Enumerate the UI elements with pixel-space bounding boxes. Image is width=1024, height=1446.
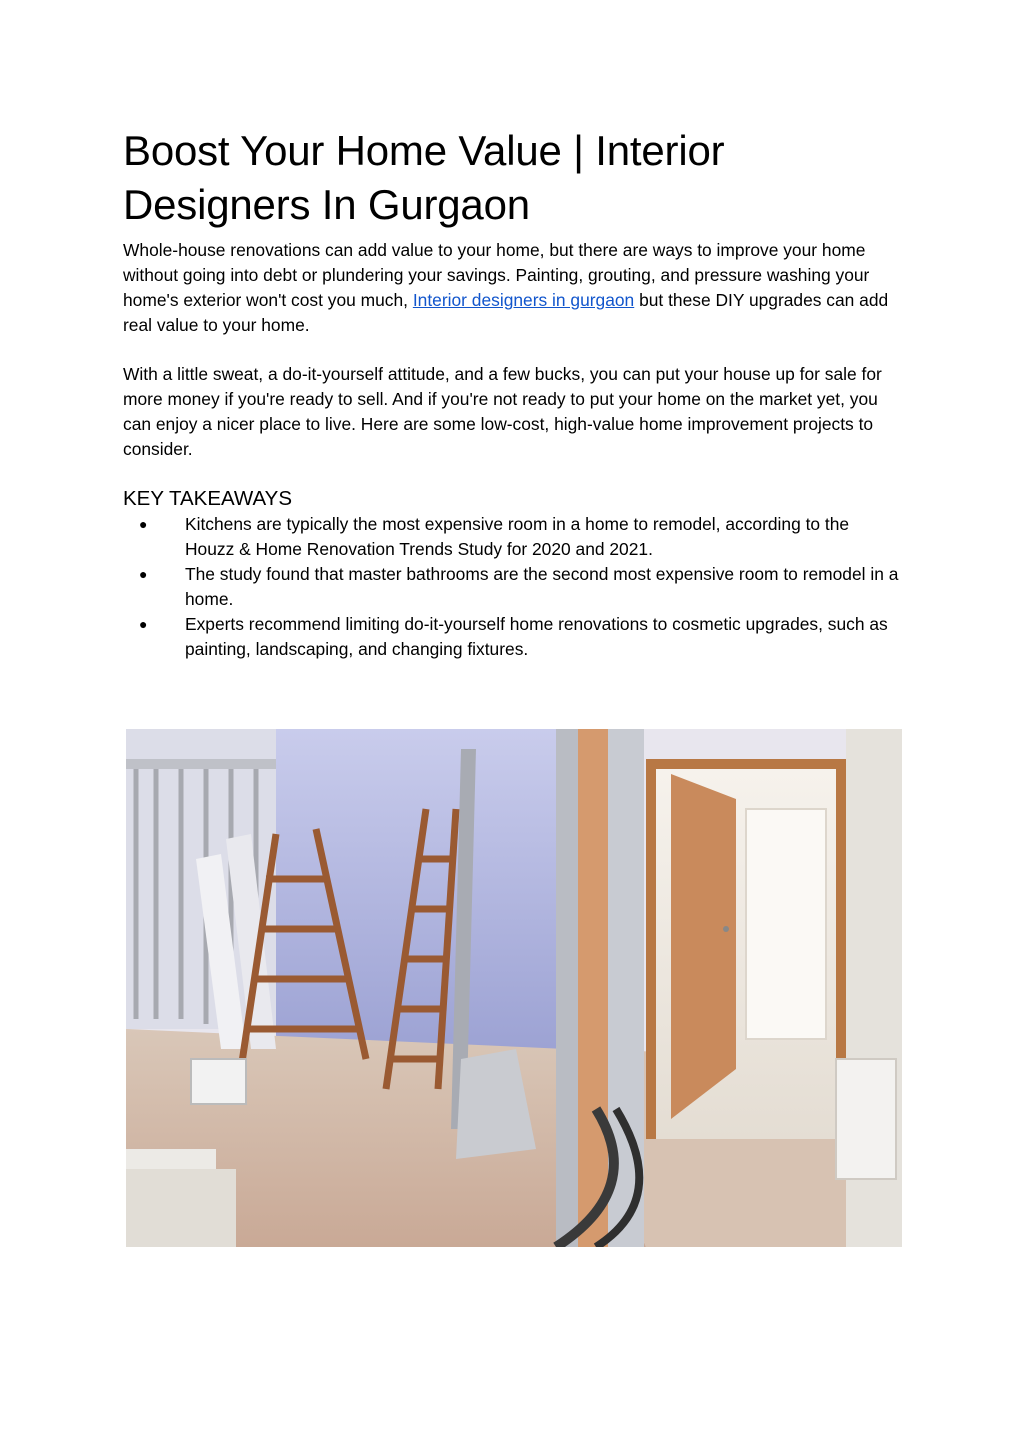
bullet-icon: ● (139, 616, 148, 632)
bullet-icon: ● (139, 516, 148, 532)
document-body (123, 124, 903, 662)
list-item: ● Kitchens are typically the most expensive room in a home to remodel, according to the Houzz & Home Renovation Trends Study for 2020 and 2021. (139, 514, 850, 559)
second-paragraph: With a little sweat, a do-it-yourself attitude, and a few bucks, you can put your house up for sale for more money if you're ready to sell. And if you're not ready to put your home on the market yet, you can enjoy a nicer place to live. Here are some low-cost, high-value home improvement projects to consider. (123, 364, 882, 459)
renovation-photo (126, 729, 902, 1247)
interior-designers-link[interactable]: Interior designers in gurgaon (412, 290, 635, 310)
list-item: ● Experts recommend limiting do-it-yourself home renovations to cosmetic upgrades, such as painting, landscaping, and changing fixtures. (139, 614, 888, 659)
page-title: Boost Your Home Value | Interior Designers In Gurgaon (123, 127, 725, 228)
bullet-icon: ● (139, 566, 148, 582)
intro-paragraph (123, 238, 903, 338)
intro-text-after: but these DIY upgrades can add real value to your home. (123, 290, 889, 335)
intro-text-before: Whole-house renovations can add value to your home, but there are ways to improve your home without going into debt or plundering your savings. Painting, grouting, and pressure washing your home's exterior won't cost you much, (123, 240, 870, 310)
list-item: ● The study found that master bathrooms are the second most expensive room to remodel in a home. (139, 564, 899, 609)
takeaways-list (123, 512, 903, 662)
takeaways-heading: KEY TAKEAWAYS (123, 487, 292, 510)
